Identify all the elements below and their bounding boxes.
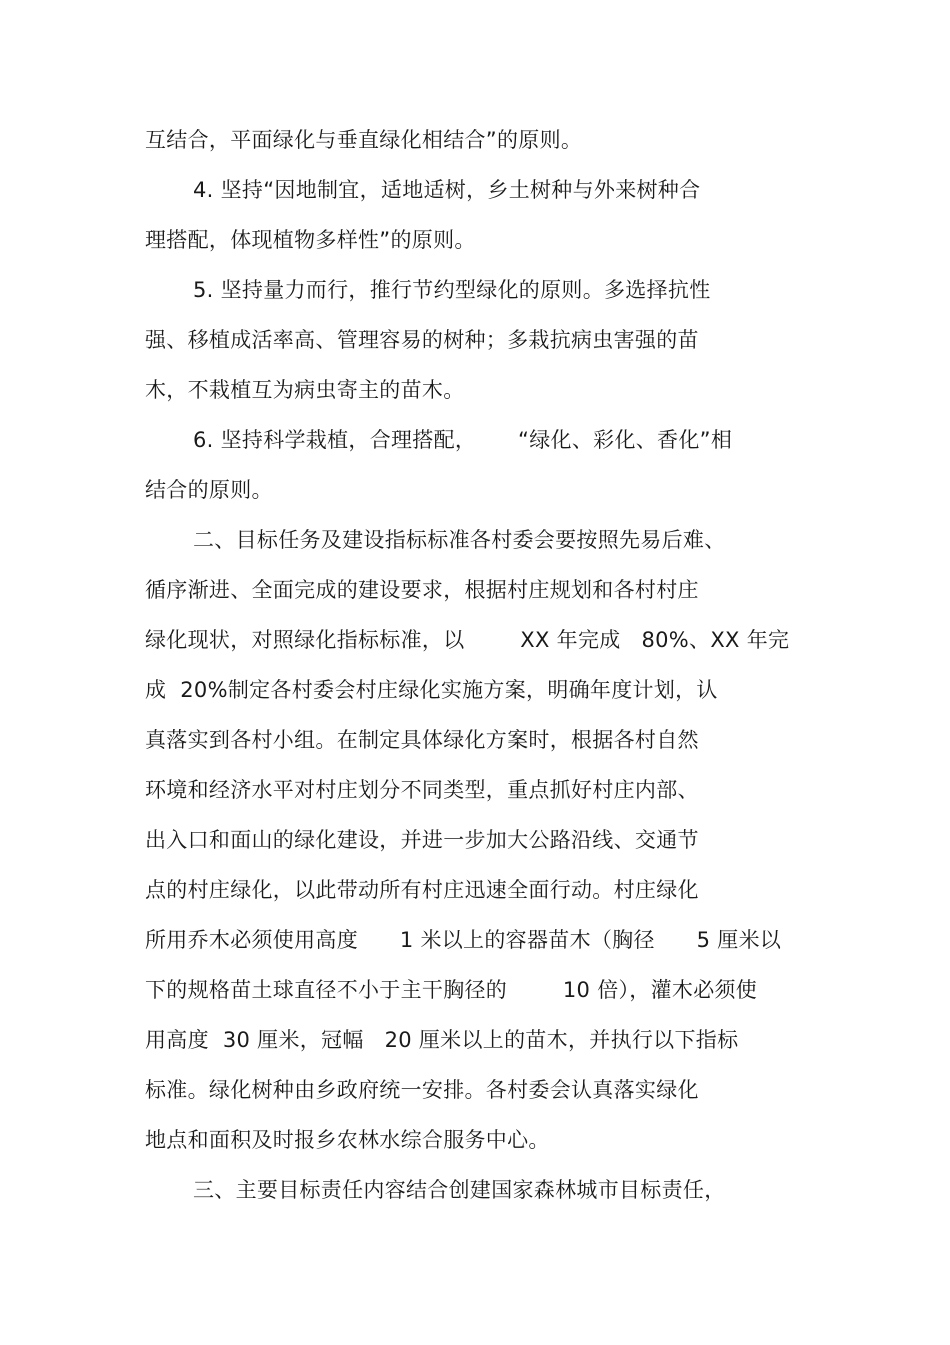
text-line: 循序渐进、全面完成的建设要求，根据村庄规划和各村村庄 (145, 578, 699, 602)
text-line: 所用乔木必须使用高度 1 米以上的容器苗木（胸径 5 厘米以 (145, 928, 782, 952)
text-line: 二、目标任务及建设指标标准各村委会要按照先易后难、 (193, 528, 726, 552)
text-line: 4. 坚持“因地制宜，适地适树，乡土树种与外来树种合 (193, 178, 701, 202)
text-line: 理搭配，体现植物多样性”的原则。 (145, 228, 476, 252)
text-line: 6. 坚持科学栽植，合理搭配， “绿化、彩化、香化”相 (193, 428, 733, 452)
text-line: 木，不栽植互为病虫寄主的苗木。 (145, 378, 465, 402)
text-line: 地点和面积及时报乡农林水综合服务中心。 (145, 1128, 550, 1152)
text-line: 环境和经济水平对村庄划分不同类型，重点抓好村庄内部、 (145, 778, 699, 802)
text-line: 绿化现状，对照绿化指标标准，以 XX 年完成 80%、XX 年完 (145, 628, 790, 652)
text-line: 三、主要目标责任内容结合创建国家森林城市目标责任， (193, 1178, 726, 1202)
text-line: 标准。绿化树种由乡政府统一安排。各村委会认真落实绿化 (145, 1078, 699, 1102)
text-line: 5. 坚持量力而行，推行节约型绿化的原则。多选择抗性 (193, 278, 711, 302)
text-line: 强、移植成活率高、管理容易的树种；多栽抗病虫害强的苗 (145, 328, 699, 352)
text-line: 结合的原则。 (145, 478, 273, 502)
text-line: 点的村庄绿化，以此带动所有村庄迅速全面行动。村庄绿化 (145, 878, 699, 902)
text-line: 下的规格苗土球直径不小于主干胸径的 10 倍），灌木必须使 (145, 978, 758, 1002)
text-line: 互结合，平面绿化与垂直绿化相结合”的原则。 (145, 128, 583, 152)
text-line: 真落实到各村小组。在制定具体绿化方案时，根据各村自然 (145, 728, 699, 752)
text-line: 用高度 30 厘米，冠幅 20 厘米以上的苗木，并执行以下指标 (145, 1028, 739, 1052)
text-line: 出入口和面山的绿化建设，并进一步加大公路沿线、交通节 (145, 828, 699, 852)
text-line: 成 20%制定各村委会村庄绿化实施方案，明确年度计划，认 (145, 678, 718, 702)
